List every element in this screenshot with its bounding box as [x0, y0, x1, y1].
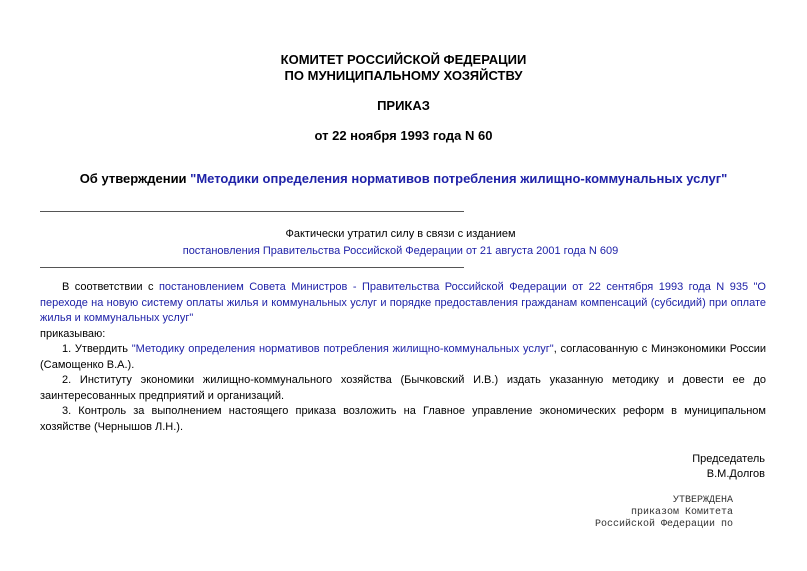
intro-prefix: В соответствии с	[62, 281, 159, 293]
document-body	[40, 280, 766, 435]
document-title	[0, 171, 807, 187]
status-notice-text: Фактически утратил силу в связи с изданием	[285, 228, 516, 240]
divider-bottom	[40, 267, 464, 268]
approval-line-1: УТВЕРЖДЕНА	[672, 495, 733, 506]
document-type: ПРИКАЗ	[377, 98, 430, 113]
resolution-935-link[interactable]: постановлением Совета Министров - Правительства Российской Федерации от 22 сентября 1993 года N 935 "О переходе на новую систему оплаты жилья и коммунальных услуг и порядке предоставления гражданам компенсаций (субсидий) при оплате жилья и коммунальных услуг"	[40, 281, 766, 324]
divider-top	[40, 211, 464, 212]
org-name-line1: КОМИТЕТ РОССИЙСКОЙ ФЕДЕРАЦИИ	[280, 52, 527, 67]
title-methodology-link[interactable]: "Методики определения нормативов потребления жилищно-коммунальных услуг"	[190, 171, 728, 186]
item-3: 3. Контроль за выполнением настоящего приказа возложить на Главное управление экономических реформ в муниципальном хозяйстве (Чернышов Л.Н.).	[40, 405, 766, 433]
item-1	[40, 342, 766, 373]
approval-line-3: Российской Федерации по	[594, 519, 733, 530]
document-date-number: от 22 ноября 1993 года N 60	[314, 128, 493, 143]
status-notice-link[interactable]: постановления Правительства Российской Федерации от 21 августа 2001 года N 609	[182, 245, 619, 257]
order-word: приказываю:	[40, 327, 106, 340]
title-prefix: Об утверждении	[79, 171, 191, 186]
intro-paragraph	[40, 280, 766, 327]
item-1-suffix: , согласованную с Минэкономики России (Самощенко В.А.).	[40, 343, 766, 371]
signature-name: В.М.Долгов	[706, 468, 765, 480]
signature-role: Председатель	[692, 453, 765, 465]
item-1-prefix: 1. Утвердить	[62, 343, 132, 355]
approval-line-2: приказом Комитета	[630, 507, 733, 518]
org-name-line2: ПО МУНИЦИПАЛЬНОМУ ХОЗЯЙСТВУ	[284, 68, 523, 83]
item-2: 2. Институту экономики жилищно-коммунального хозяйства (Бычковский И.В.) издать указанную методику и довести ее до заинтересованных предприятий и организаций.	[40, 374, 766, 402]
item-1-methodology-link[interactable]: "Методику определения нормативов потребления жилищно-коммунальных услуг"	[131, 343, 554, 355]
